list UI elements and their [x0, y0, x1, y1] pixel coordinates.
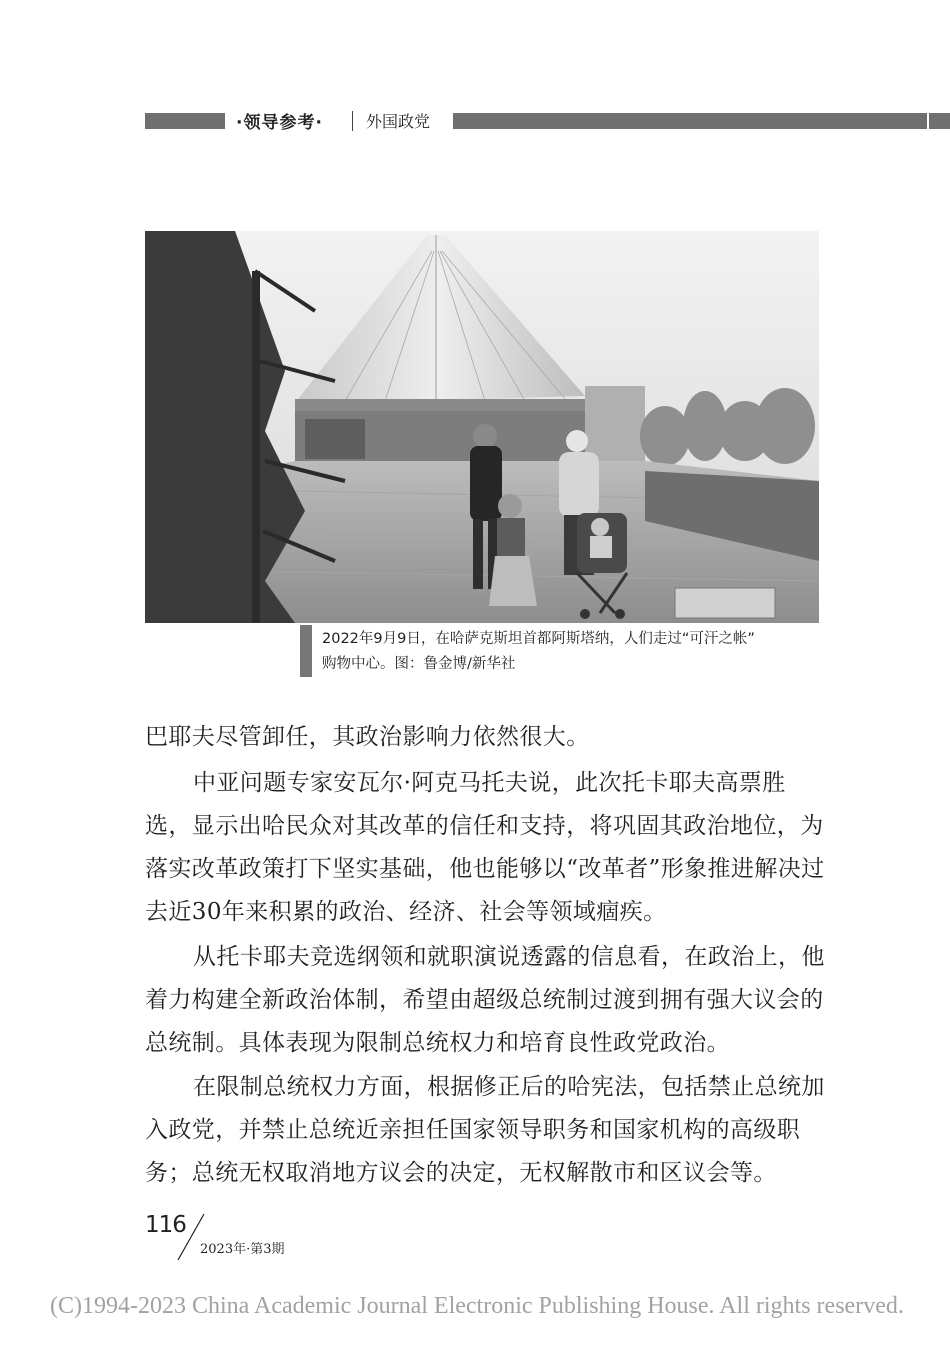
news-photo [145, 231, 819, 623]
caption-line-1: 2022年9月9日，在哈萨克斯坦首都阿斯塔纳，人们走过“可汗之帐” [322, 631, 755, 647]
photo-caption [322, 627, 827, 677]
caption-line-2: 购物中心。图：鲁金博/新华社 [322, 656, 516, 672]
page-number: 116 [145, 1212, 186, 1238]
paragraph-4: 在限制总统权力方面，根据修正后的哈宪法，包括禁止总统加入政党，并禁止总统近亲担任国家领导职务和国家机构的高级职务；总统无权取消地方议会的决定，无权解散市和区议会等。 [145, 1074, 825, 1186]
copyright-notice: (C)1994-2023 China Academic Journal Electronic Publishing House. All rights reserved. [50, 1293, 904, 1319]
header-separator [352, 111, 353, 131]
header-bar-tick [927, 113, 929, 129]
header-bar-right [453, 113, 950, 129]
paragraph-1: 巴耶夫尽管卸任，其政治影响力依然很大。 [145, 724, 590, 750]
header-bar-left [145, 113, 225, 129]
caption-bar [300, 625, 312, 677]
paragraph-2: 中亚问题专家安瓦尔·阿克马托夫说，此次托卡耶夫高票胜选，显示出哈民众对其改革的信任和支持，将巩固其政治地位，为落实改革政策打下坚实基础，他也能够以“改革者”形象推进解决过去近30年来积累的政治、经济、社会等领域痼疾。 [145, 770, 825, 925]
journal-title: ·领导参考· [236, 113, 323, 133]
issue-label: 2023年·第3期 [200, 1242, 285, 1257]
paragraph-3: 从托卡耶夫竞选纲领和就职演说透露的信息看，在政治上，他着力构建全新政治体制，希望由超级总统制过渡到拥有强大议会的总统制。具体表现为限制总统权力和培育良性政党政治。 [145, 944, 825, 1056]
section-title: 外国政党 [366, 112, 431, 131]
